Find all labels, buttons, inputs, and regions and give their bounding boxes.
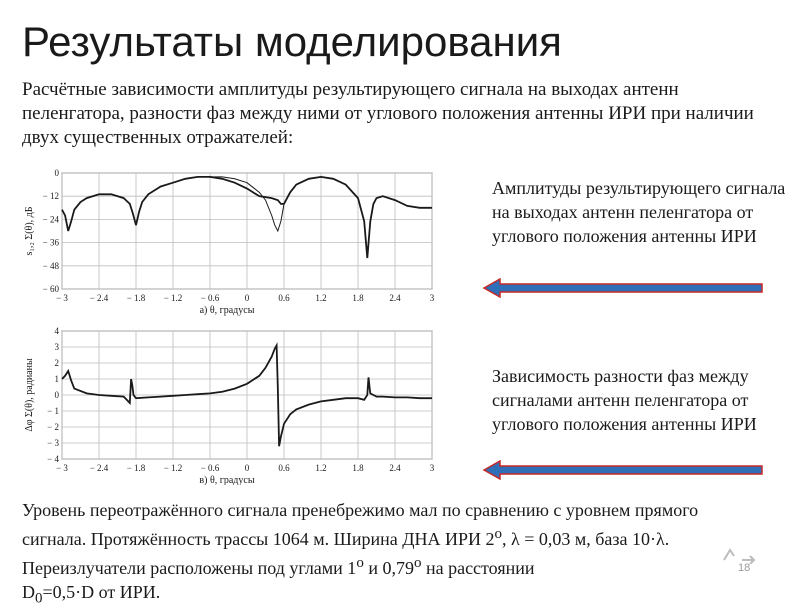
phase-xtick-label: − 1.8 <box>126 463 146 473</box>
phase-ytick-label: 0 <box>54 390 59 400</box>
footer-part: , λ = 0,03 м, база 10·λ. Переизлучатели расположены под углами 1 <box>22 529 670 578</box>
amp-xtick-label: − 0.6 <box>200 293 220 303</box>
phase-ytick-label: − 4 <box>47 454 59 464</box>
phase-ytick-label: 2 <box>54 358 59 368</box>
amp-xtick-label: − 1.2 <box>163 293 183 303</box>
phase-xtick-label: − 0.6 <box>200 463 220 473</box>
amp-ytick-label: − 36 <box>42 237 59 248</box>
footer-part: D <box>22 582 35 602</box>
phase-note: Зависимость разности фаз между сигналами антенн пеленгатора от углового положения антенны ИРИ <box>492 366 757 434</box>
phase-xtick-label: 2.4 <box>389 463 401 473</box>
phase-xtick-label: − 3 <box>56 463 68 473</box>
subscript-mark: 0 <box>35 590 43 607</box>
amp-x-caption: а) θ, градусы <box>199 305 255 316</box>
amp-ytick-label: 0 <box>54 168 59 178</box>
phase-y-label: Δφ Σ(θ), радианы <box>24 358 35 432</box>
phase-chart <box>20 325 450 485</box>
phase-chart-svg <box>20 325 450 485</box>
slide-title: Результаты моделирования <box>22 18 562 65</box>
phase-x-caption: в) θ, градусы <box>199 475 255 485</box>
amp-xtick-label: 3 <box>429 293 435 303</box>
phase-ytick-label: 3 <box>54 342 59 352</box>
amp-ytick-label: − 12 <box>42 191 59 202</box>
footer-part: на расстоянии <box>421 558 535 578</box>
degree-mark: о <box>413 555 422 571</box>
amplitude-chart <box>20 165 450 320</box>
phase-ytick-label: − 3 <box>47 438 59 448</box>
amp-ytick-label: − 24 <box>42 214 59 225</box>
phase-xtick-label: − 2.4 <box>89 463 109 473</box>
amp-y-label: s₁,₂ Σ(θ), дБ <box>24 206 35 256</box>
phase-ytick-label: 4 <box>54 326 59 336</box>
amp-xtick-label: 1.8 <box>352 293 364 303</box>
phase-xtick-label: 1.2 <box>315 463 327 473</box>
phase-xtick-label: 0 <box>244 463 250 473</box>
amp-xtick-label: 1.2 <box>315 293 327 303</box>
left-arrow-icon <box>482 278 764 298</box>
amp-xtick-label: 0.6 <box>278 293 290 303</box>
amp-xtick-label: − 2.4 <box>89 293 109 303</box>
amplitude-note: Амплитуды результирующего сигнала на выходах антенн пеленгатора от углового положения антенны ИРИ <box>492 178 786 246</box>
amp-ytick-label: − 48 <box>42 260 59 271</box>
degree-mark: о <box>494 526 502 542</box>
phase-ytick-label: − 1 <box>47 406 59 416</box>
amp-ytick-label: − 60 <box>42 284 59 294</box>
footer-part: =0,5·D от ИРИ. <box>42 582 161 602</box>
phase-xtick-label: 1.8 <box>352 463 364 473</box>
footer-part: Уровень переотражённого сигнала пренебрежимо мал по сравнению с уровнем прямого сигнала. Протяжённость трассы 1064 м. Ширина ДНА ИРИ 2 <box>22 500 699 549</box>
amp-xtick-label: − 3 <box>56 293 68 303</box>
phase-xtick-label: − 1.2 <box>163 463 183 473</box>
amp-xtick-label: − 1.8 <box>126 293 146 303</box>
page-number: 18 <box>738 562 751 574</box>
footer-text <box>22 498 742 611</box>
amplitude-chart-svg <box>20 165 450 320</box>
intro-text: Расчётные зависимости амплитуды результирующего сигнала на выходах антенн пеленгатора, разности фаз между ними от углового положения антенны ИРИ при наличии двух существенных отражателей: <box>22 79 754 148</box>
phase-ytick-label: − 2 <box>47 422 59 432</box>
phase-ytick-label: 1 <box>54 374 59 384</box>
phase-xtick-label: 0.6 <box>278 463 290 473</box>
footer-part: и 0,79 <box>363 558 414 578</box>
amp-xtick-label: 2.4 <box>389 293 401 303</box>
amp-xtick-label: 0 <box>244 293 250 303</box>
degree-mark: о <box>356 555 364 571</box>
phase-xtick-label: 3 <box>429 463 435 473</box>
left-arrow-icon <box>482 460 764 480</box>
